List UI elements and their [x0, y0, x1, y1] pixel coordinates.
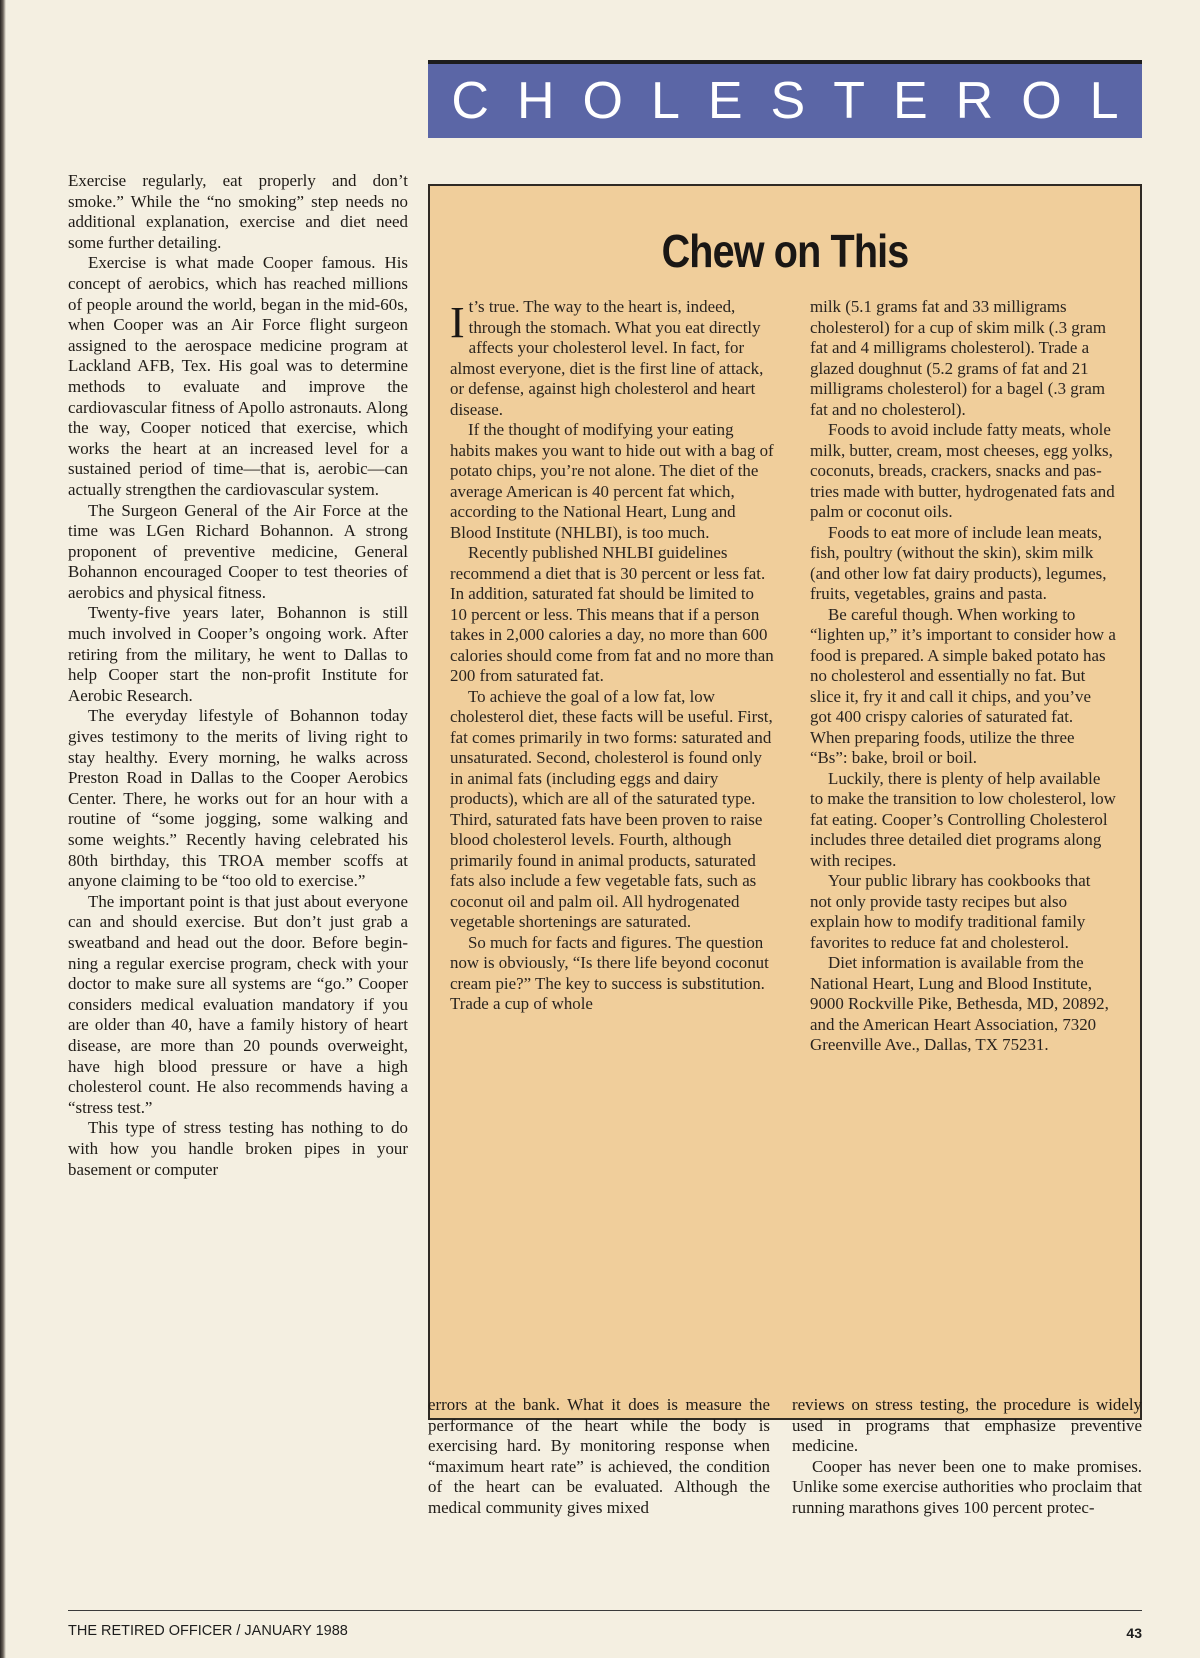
sidebar-paragraph: If the thought of modifying your eating habits makes you want to hide out with a bag of potato chips, you’re not alone. The diet of the average American is 40 percent fat which, according to the National Heart, Lung and Blood Institute (NHLBI), is too much. [450, 420, 774, 542]
article-paragraph: Exercise is what made Cooper famous. His concept of aerobics, which has reached millions of people around the world, began in the mid-60s, when Cooper was an Air Force flight surgeon assigned to the aerospace medicine program at Lackland AFB, Tex. His goal was to determine methods to evaluate and improve the cardiovascular fitness of Apollo astronauts. Along the way, Cooper noticed that exercise, which works the heart at an increased level for a sustained period of time—that is, aerobic—can actually strengthen the cardiovascular system. [68, 253, 408, 499]
article-right-column [792, 1395, 1142, 1519]
sidebar-paragraph: Be careful though. When working to “lighten up,” it’s important to consider how a food is prepared. A simple baked potato has no cholesterol and essentially no fat. But slice it, fry it and call it chips, and you’ve got 400 crispy calories of saturated fat. When preparing foods, utilize the three “Bs”: bake, broil or boil. [810, 604, 1116, 767]
article-paragraph: Cooper has never been one to make promises. Unlike some exercise authorities who proclaim that running marathons gives 100 percent protec- [792, 1456, 1142, 1517]
sidebar-right-column [810, 297, 1116, 1056]
article-paragraph: Twenty-five years later, Bohannon is still much involved in Cooper’s ongoing work. After retiring from the military, he went to Dallas to help Cooper start the non-profit Institute for Aerobic Research. [68, 603, 408, 705]
section-header-title: CHOLESTEROL [451, 72, 1147, 130]
sidebar-paragraph [450, 297, 774, 420]
sidebar-paragraph: To achieve the goal of a low fat, low cholesterol diet, these facts will be useful. First, fat comes primarily in two forms: saturated and unsaturated. Second, cholesterol is found only in animal fats (including eggs and dairy products), which are all of the saturated type. Third, saturated fats have been proven to raise blood cholesterol levels. Fourth, although primarily found in animal products, saturated fats also include a few vegetable fats, such as coconut oil and palm oil. All hydrogenated vegetable shortenings are saturated. [450, 686, 773, 931]
chew-on-this-sidebar [428, 184, 1142, 1420]
sidebar-paragraph: Foods to eat more of include lean meats, fish, poultry (without the skin), skim milk (and other low fat dairy products), legumes, fruits, vegetables, grains and pasta. [810, 522, 1107, 603]
sidebar-paragraph: Recently published NHLBI guidelines recommend a diet that is 30 percent or less fat. In addition, saturated fat should be limited to 10 percent or less. This means that if a person takes in 2,000 calories a day, no more than 600 calories should come from fat and no more than 200 from saturated fat. [450, 543, 774, 685]
sidebar-paragraph: milk (5.1 grams fat and 33 milligrams cholesterol) for a cup of skim milk (.3 gram fat and 4 milligrams cholesterol). Trade a glazed doughnut (5.2 grams of fat and 21 milligrams cholesterol) for a bagel (.3 gram fat and no cholesterol). [810, 297, 1106, 419]
sidebar-left-column [450, 297, 774, 1015]
article-middle-column [428, 1395, 770, 1519]
sidebar-paragraph: Foods to avoid include fatty meats, whole milk, butter, cream, most cheeses, egg yolks, coconuts, breads, crackers, snacks and pastries made with butter, hydrogenated fats and palm or coconut oils. [810, 420, 1115, 521]
sidebar-paragraph: Luckily, there is plenty of help available to make the transition to low cholesterol, low fat eating. Cooper’s Controlling Cholesterol includes three detailed diet programs along with recipes. [810, 768, 1116, 870]
sidebar-title: Chew on This [661, 225, 909, 277]
article-paragraph: The important point is that just about everyone can and should exercise. But don’t just grab a sweatband and head out the door. Before beginning a regular exercise program, check with your doctor to make sure all systems are “go.” Cooper considers medical evaluation mandatory if you are older than 40, have a family history of heart disease, are more than 20 pounds overweight, have high blood pressure or have a high cholesterol count. He also recommends having a “stress test.” [68, 891, 408, 1117]
publication-footer: THE RETIRED OFFICER / JANUARY 1988 [68, 1623, 348, 1639]
article-paragraph: reviews on stress testing, the procedure is widely used in programs that emphasize preventive medicine. [792, 1395, 1142, 1456]
page-number: 43 [1126, 1625, 1142, 1641]
article-paragraph: The Surgeon General of the Air Force at the time was LGen Richard Bohannon. A strong proponent of preventive medicine, General Bohannon encouraged Cooper to test theories of aerobics and physical fitness. [68, 500, 408, 602]
sidebar-lead-text: t’s true. The way to the heart is, indeed, through the stomach. What you eat directly affects your cholesterol level. In fact, for almost everyone, diet is the first line of attack, or defense, against high cholesterol and heart disease. [450, 297, 764, 419]
footer-divider [68, 1610, 1142, 1611]
sidebar-paragraph: Your public library has cookbooks that not only provide tasty recipes but also explain how to modify traditional family favorites to reduce fat and cholesterol. [810, 871, 1091, 952]
article-paragraph: The everyday lifestyle of Bohannon today gives testimony to the merits of living right to stay healthy. Every morning, he walks across Preston Road in Dallas to the Cooper Aerobics Center. There, he works out for an hour with a routine of “some jogging, some walking and some weights.” Recently having celebrated his 80th birthday, this TROA member scoffs at anyone claiming to be “too old to exercise.” [68, 706, 408, 891]
article-paragraph: Exercise regularly, eat properly and don’t smoke.” While the “no smoking” step needs no additional explanation, exercise and diet need some further detailing. [68, 171, 408, 252]
drop-cap: I [450, 298, 465, 347]
sidebar-paragraph: So much for facts and figures. The question now is obviously, “Is there life beyond coconut cream pie?” The key to success is substitution. Trade a cup of whole [450, 932, 769, 1013]
sidebar-paragraph: Diet information is available from the National Heart, Lung and Blood Institute, 9000 Rockville Pike, Bethesda, MD, 20892, and the American Heart Association, 7320 Greenville Ave., Dallas, TX 75231. [810, 953, 1109, 1054]
article-paragraph: This type of stress testing has nothing to do with how you handle broken pipes in your basement or computer [68, 1118, 408, 1179]
page-binding-edge [0, 0, 6, 1658]
article-left-column [68, 171, 408, 1180]
section-header-banner [428, 60, 1147, 138]
article-paragraph: errors at the bank. What it does is measure the performance of the heart while the body is exercising hard. By monitoring response when “maximum heart rate” is achieved, the condition of the heart can be evaluated. Although the medical community gives mixed [428, 1395, 770, 1517]
